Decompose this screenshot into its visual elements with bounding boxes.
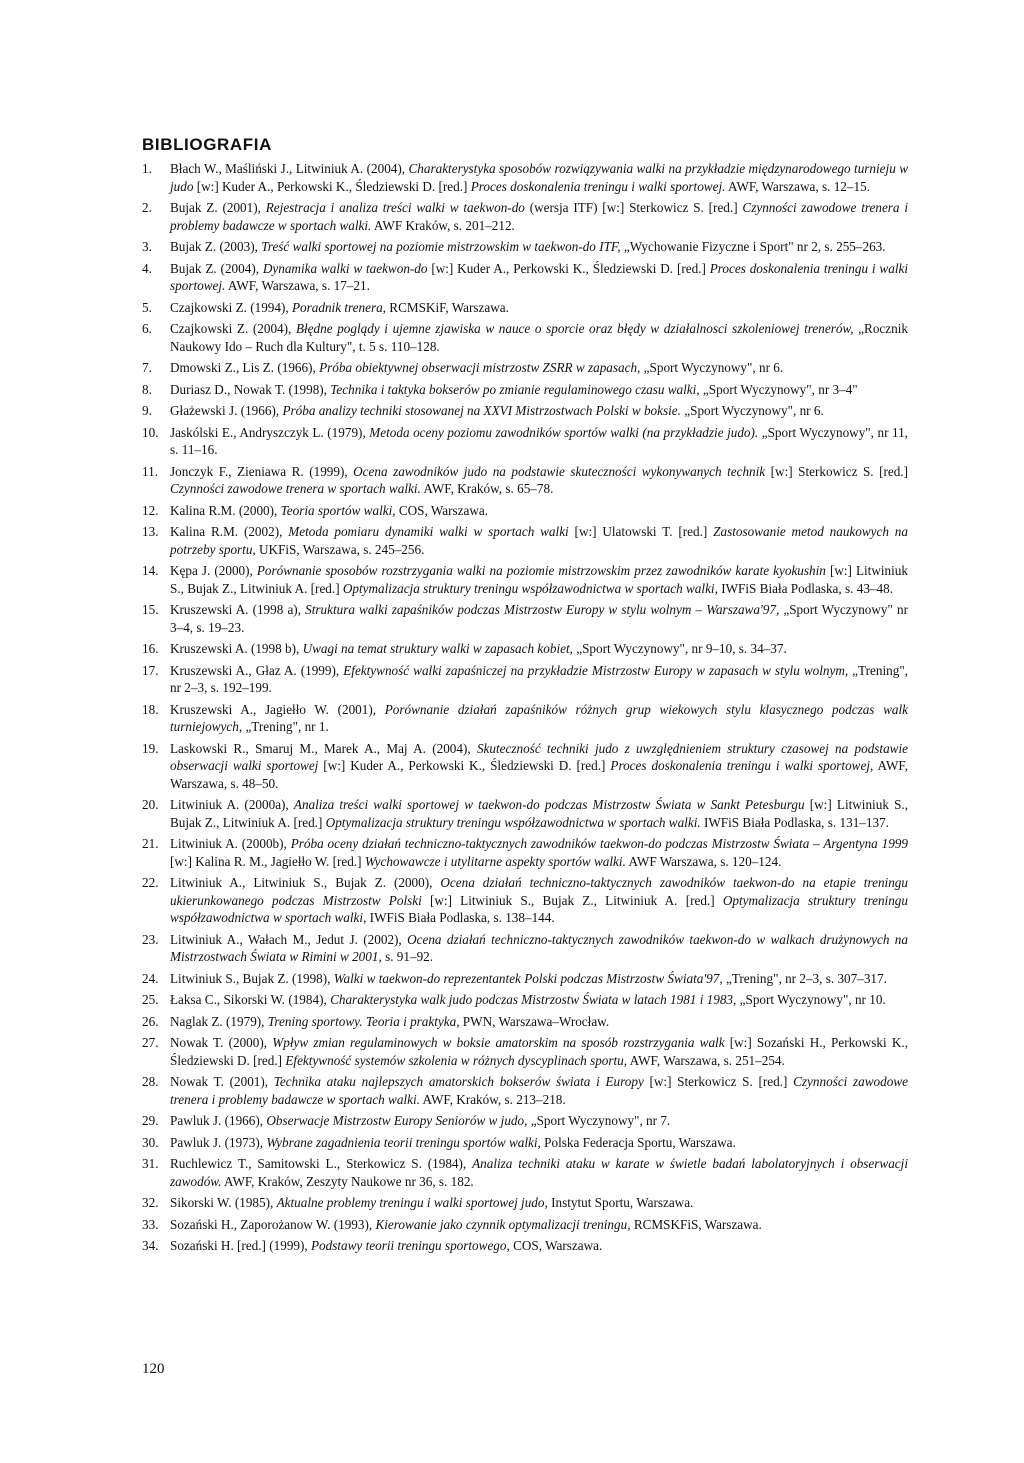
bibliography-entry [142,424,908,459]
entry-title-text: Walki w taekwon-do reprezentantek Polski podczas Mistrzostw Świata'97, [333,970,723,986]
bibliography-entry [142,1194,908,1212]
entry-title-text: Efektywność systemów szkolenia w różnych dyscyplinach sportu, [285,1052,628,1068]
entry-text: „Wychowanie Fizyczne i Sport" nr 2, s. 255–263. [620,239,886,254]
bibliography-entry [142,1013,908,1031]
entry-text: AWF, Warszawa, s. 48–50. [170,758,908,791]
entry-text: Litwiniuk A. (2000a), [170,797,294,812]
entry-text: „Sport Wyczynowy", nr 6. [640,360,784,375]
entry-text: (wersja ITF) [w:] Sterkowicz S. [red.] [524,200,743,215]
entry-text: Kruszewski A. (1998 a), [170,602,306,617]
entry-title-text: Proces doskonalenia treningu i walki sportowej. [170,260,908,293]
entry-number: 14. [142,563,159,578]
entry-title-text: Kierowanie jako czynnik optymalizacji treningu, [375,1216,631,1232]
bibliography-entry [142,796,908,831]
entry-text: Czajkowski Z. (2004), [170,321,296,336]
entry-text: Litwiniuk A. (2000b), [170,836,291,851]
entry-number: 25. [142,992,159,1007]
entry-text: Sozański H. [red.] (1999), [170,1238,311,1253]
entry-title-text: Poradnik trenera, [291,299,386,315]
bibliography-entry [142,160,908,195]
entry-title-text: Technika i taktyka bokserów po zmianie regulaminowego czasu walki, [330,381,700,397]
entry-text: Polska Federacja Sportu, Warszawa. [540,1134,736,1150]
entry-text: Duriasz D., Nowak T. (1998), [170,381,331,397]
entry-text: Ruchlewicz T., Samitowski L., Sterkowicz S. (1984), [170,1156,473,1171]
bibliography-entry [142,662,908,697]
entry-text: „Rocznik Naukowy Ido – Ruch dla Kultury", t. 5 s. 110–128. [170,321,908,354]
entry-title-text: Wychowawcze i utylitarne aspekty sportów walki. [364,853,626,869]
entry-text: [w:] Litwiniuk S., Bujak Z., Litwiniuk A. [red.] [421,892,723,908]
entry-text: Jaskólski E., Andryszczyk L. (1979), [170,424,370,440]
entry-title-text: Porównanie sposobów rozstrzygania walki na poziomie mistrzowskim przez zawodników karate kyokushin [256,563,826,578]
entry-title-text: Efektywność walki zapaśniczej na przykładzie Mistrzostw Europy w zapasach w stylu wolnym, [343,662,849,678]
entry-text: Bujak Z. (2001), [170,200,266,215]
entry-number: 27. [142,1035,159,1050]
entry-text: „Sport Wyczynowy", nr 3–4" [699,381,858,397]
entry-title-text: Ocena działań techniczno-taktycznych zawodników taekwon-do w walkach drużynowych na Mistrzostwach Świata w Rimini w 2001, [170,931,908,964]
entry-title-text: Metoda pomiaru dynamiki walki w sportach walki [288,524,569,539]
entry-number: 9. [142,403,152,418]
entry-text: s. 91–92. [381,949,434,964]
entry-text: AWF, Kraków, s. 213–218. [419,1091,566,1107]
bibliography-entry [142,931,908,966]
entry-title-text: Optymalizacja struktury treningu współzawodnictwa w sportach walki, [170,892,908,925]
entry-text: Sikorski W. (1985), [170,1195,277,1210]
bibliography-entry [142,320,908,355]
bibliography-entry [142,238,908,256]
entry-text: [w:] Litwiniuk S., Bujak Z., Litwiniuk A. [red.] [170,797,908,830]
bibliography-list [142,160,908,1259]
entry-title-text: Ocena działań techniczno-taktycznych zawodników taekwon-do na etapie treningu ukierunkowanego podczas Mistrzostw Polski [170,875,908,908]
entry-title-text: Błędne poglądy i ujemne zjawiska w nauce o sporcie oraz błędy w działalnosci szkoleniowej trenerów, [295,321,854,336]
entry-number: 29. [142,1113,159,1128]
bibliography-entry [142,740,908,793]
bibliography-entry [142,562,908,597]
bibliography-entry [142,640,908,658]
entry-text: „Sport Wyczynowy" nr 3–4, s. 19–23. [170,602,908,635]
bibliography-entry [142,463,908,498]
entry-text: Jonczyk F., Zieniawa R. (1999), [170,463,354,479]
entry-text: Bujak Z. (2003), [170,239,262,254]
entry-title-text: Struktura walki zapaśników podczas Mistrzostw Europy w stylu wolnym – Warszawa'97, [305,602,780,617]
entry-text: [w:] Sterkowicz S. [red.] [643,1074,794,1089]
entry-text: „Sport Wyczynowy", nr 10. [736,992,886,1007]
entry-text: „Sport Wyczynowy", nr 9–10, s. 34–37. [572,641,787,656]
entry-text: AWF Warszawa, s. 120–124. [625,853,782,869]
entry-text: „Trening", nr 2–3, s. 307–317. [722,970,887,986]
entry-text: [w:] Sozański H., Perkowski K., Śledziewski D. [red.] [170,1035,908,1068]
bibliography-entry [142,991,908,1009]
entry-number: 26. [142,1013,159,1029]
entry-number: 4. [142,260,152,276]
entry-text: COS, Warszawa. [395,502,489,518]
entry-text: Laskowski R., Smaruj M., Marek A., Maj A. (2004), [170,740,477,756]
entry-number: 6. [142,321,152,336]
entry-number: 30. [142,1134,159,1150]
entry-title-text: Porównanie działań zapaśników różnych grup wiekowych stylu klasycznego podczas walk turniejowych, [170,701,908,734]
entry-text: Kruszewski A., Głaz A. (1999), [170,662,344,678]
entry-text: „Trening", nr 2–3, s. 192–199. [170,662,908,695]
entry-title-text: Ocena zawodników judo na podstawie skuteczności wykonywanych technik [353,463,766,479]
bibliography-entry [142,1073,908,1108]
entry-title-text: Aktualne problemy treningu i walki sportowej judo, [276,1195,548,1210]
entry-text: Czajkowski Z. (1994), [170,299,292,315]
entry-text: [w:] Ulatowski T. [red.] [568,524,714,539]
entry-title-text: Skuteczność techniki judo z uwzględnieniem struktury czasowej na podstawie obserwacji walki sportowej [170,740,908,773]
entry-text: Pawluk J. (1973), [170,1134,267,1150]
entry-text: Głażewski J. (1966), [170,403,283,418]
entry-number: 24. [142,970,159,986]
entry-title-text: Teoria sportów walki, [280,502,396,518]
entry-text: RCMSKFiS, Warszawa. [630,1216,762,1232]
entry-text: AWF, Warszawa, s. 12–15. [725,178,870,194]
entry-number: 33. [142,1216,159,1232]
entry-text: AWF, Kraków, Zeszyty Naukowe nr 36, s. 182. [221,1173,474,1189]
entry-title-text: Próba analizy techniki stosowanej na XXVI Mistrzostwach Polski w boksie. [282,403,681,418]
entry-text: Nowak T. (2001), [170,1074,274,1089]
entry-text: Kruszewski A. (1998 b), [170,641,303,656]
bibliography-entry [142,381,908,399]
entry-text: Dmowski Z., Lis Z. (1966), [170,360,320,375]
entry-text: „Sport Wyczynowy", nr 7. [527,1113,671,1128]
bibliography-entry [142,1155,908,1190]
entry-title-text: Analiza treści walki sportowej w taekwon-do podczas Mistrzostw Świata w Sankt Petesburgu [293,797,805,812]
entry-number: 13. [142,524,159,539]
entry-text: Sozański H., Zaporożanow W. (1993), [170,1216,376,1232]
entry-text: Kruszewski A., Jagiełło W. (2001), [170,701,385,717]
bibliography-entry [142,1134,908,1152]
entry-number: 22. [142,875,159,890]
entry-number: 28. [142,1074,159,1089]
entry-number: 19. [142,740,159,756]
entry-text: Kalina R.M. (2002), [170,524,289,539]
entry-title-text: Wybrane zagadnienia teorii treningu sportów walki, [266,1134,541,1150]
entry-number: 10. [142,424,159,440]
entry-number: 8. [142,381,152,397]
entry-number: 11. [142,463,158,479]
entry-number: 1. [142,161,152,176]
entry-text: Kępa J. (2000), [170,563,257,578]
bibliography-entry [142,502,908,520]
entry-title-text: Trening sportowy. Teoria i praktyka, [267,1013,460,1029]
entry-number: 5. [142,299,152,315]
entry-title-text: Charakterystyka sposobów rozwiązywania walki na przykładzie międzynarodowego turnieju w judo [170,161,908,194]
entry-text: Nowak T. (2000), [170,1035,273,1050]
entry-title-text: Charakterystyka walk judo podczas Mistrzostw Świata w latach 1981 i 1983, [330,992,737,1007]
bibliography-entry [142,359,908,377]
entry-text: [w:] Kuder A., Perkowski K., Śledziewski D. [red.] [427,260,710,276]
entry-text: „Trening", nr 1. [242,719,329,734]
entry-title-text: Technika ataku najlepszych amatorskich bokserów świata i Europy [273,1074,644,1089]
page-number: 120 [142,1361,165,1377]
entry-text: AWF, Warszawa, s. 251–254. [627,1052,785,1068]
entry-title-text: Proces doskonalenia treningu i walki sportowej, [610,758,874,773]
entry-text: [w:] Kuder A., Perkowski K., Śledziewski D. [red.] [318,758,611,773]
entry-text: IWFiS Biała Podlaska, s. 138–144. [366,910,555,925]
entry-text: Naglak Z. (1979), [170,1013,268,1029]
entry-text: COS, Warszawa. [509,1238,603,1253]
entry-text: [w:] Litwiniuk S., Bujak Z., Litwiniuk A. [red.] [170,563,908,596]
entry-number: 17. [142,662,159,678]
entry-text: Błach W., Maśliński J., Litwiniuk A. (2004), [170,161,409,176]
entry-title-text: Wpływ zmian regulaminowych w boksie amatorskim na sposób rozstrzygania walk [272,1035,725,1050]
entry-title-text: Optymalizacja struktury treningu współzawodnictwa w sportach walki, [342,580,718,596]
entry-text: „Sport Wyczynowy", nr 11, s. 11–16. [170,424,908,457]
entry-text: PWN, Warszawa–Wrocław. [459,1013,610,1029]
bibliography-entry [142,970,908,988]
entry-title-text: Analiza techniki ataku w karate w świetle badań labolatoryjnych i obserwacji zawodów. [170,1156,908,1189]
entry-text: IWFiS Biała Podlaska, s. 131–137. [700,814,889,830]
entry-text: AWF Kraków, s. 201–212. [371,217,515,233]
entry-text: Pawluk J. (1966), [170,1113,267,1128]
entry-number: 15. [142,602,159,617]
entry-text: [w:] Sterkowicz S. [red.] [765,463,908,479]
entry-number: 34. [142,1238,159,1253]
entry-text: RCMSKiF, Warszawa. [385,299,509,315]
entry-number: 20. [142,797,159,812]
entry-number: 23. [142,931,159,947]
entry-title-text: Optymalizacja struktury treningu współzawodnictwa w sportach walki. [325,814,701,830]
entry-title-text: Zastosowanie metod naukowych na potrzeby sportu, [170,524,908,557]
entry-title-text: Uwagi na temat struktury walki w zapasach kobiet, [302,641,573,656]
entry-text: [w:] Kalina R. M., Jagiełło W. [red.] [170,853,365,869]
entry-number: 32. [142,1195,159,1210]
bibliography-entry [142,874,908,927]
bibliography-entry [142,523,908,558]
entry-title-text: Treść walki sportowej na poziomie mistrzowskim w taekwon-do ITF, [261,239,621,254]
entry-text: Instytut Sportu, Warszawa. [547,1195,694,1210]
entry-title-text: Próba oceny działań techniczno-taktycznych zawodników taekwon-do podczas Mistrzostw Świata – Argentyna 1999 [290,836,908,851]
entry-number: 12. [142,502,159,518]
entry-text: Bujak Z. (2004), [170,260,263,276]
entry-title-text: Obserwacje Mistrzostw Europy Seniorów w judo, [266,1113,528,1128]
entry-title-text: Czynności zawodowe trenera w sportach walki. [170,481,421,496]
bibliography-entry [142,199,908,234]
entry-text: [w:] Kuder A., Perkowski K., Śledziewski D. [red.] [193,178,471,194]
entry-text: Litwiniuk A., Wałach M., Jedut J. (2002), [170,931,408,947]
entry-number: 2. [142,200,152,215]
bibliography-entry [142,1216,908,1234]
page-title: BIBLIOGRAFIA [142,135,272,155]
bibliography-entry [142,402,908,420]
bibliography-entry [142,701,908,736]
entry-text: Łaksa C., Sikorski W. (1984), [170,992,331,1007]
entry-number: 3. [142,239,152,254]
entry-number: 18. [142,701,159,717]
entry-title-text: Próba obiektywnej obserwacji mistrzostw ZSRR w zapasach, [319,360,641,375]
entry-title-text: Proces doskonalenia treningu i walki sportowej. [470,178,726,194]
entry-title-text: Rejestracja i analiza treści walki w taekwon-do [265,200,525,215]
entry-text: Litwiniuk S., Bujak Z. (1998), [170,970,334,986]
entry-number: 31. [142,1156,159,1171]
entry-title-text: Metoda oceny poziomu zawodników sportów walki (na przykładzie judo). [369,424,759,440]
entry-text: AWF, Warszawa, s. 17–21. [225,278,370,293]
bibliography-entry [142,1237,908,1255]
bibliography-entry [142,601,908,636]
bibliography-entry [142,835,908,870]
entry-title-text: Czynności zawodowe trenera i problemy badawcze w sportach walki. [170,200,909,233]
bibliography-entry [142,1034,908,1069]
entry-title-text: Czynności zawodowe trenera i problemy badawcze w sportach walki. [170,1074,908,1107]
bibliography-entry [142,260,908,295]
entry-text: „Sport Wyczynowy", nr 6. [680,403,824,418]
entry-text: UKFiS, Warszawa, s. 245–256. [255,541,425,557]
entry-number: 7. [142,360,152,375]
entry-title-text: Dynamika walki w taekwon-do [262,260,428,276]
entry-text: AWF, Kraków, s. 65–78. [420,481,554,496]
bibliography-entry [142,1112,908,1130]
bibliography-entry [142,299,908,317]
entry-title-text: Podstawy teorii treningu sportowego, [311,1238,510,1253]
entry-number: 21. [142,836,159,851]
entry-number: 16. [142,641,159,656]
entry-text: IWFiS Biała Podlaska, s. 43–48. [717,580,893,596]
entry-text: Kalina R.M. (2000), [170,502,281,518]
entry-text: Litwiniuk A., Litwiniuk S., Bujak Z. (2000), [170,875,441,890]
